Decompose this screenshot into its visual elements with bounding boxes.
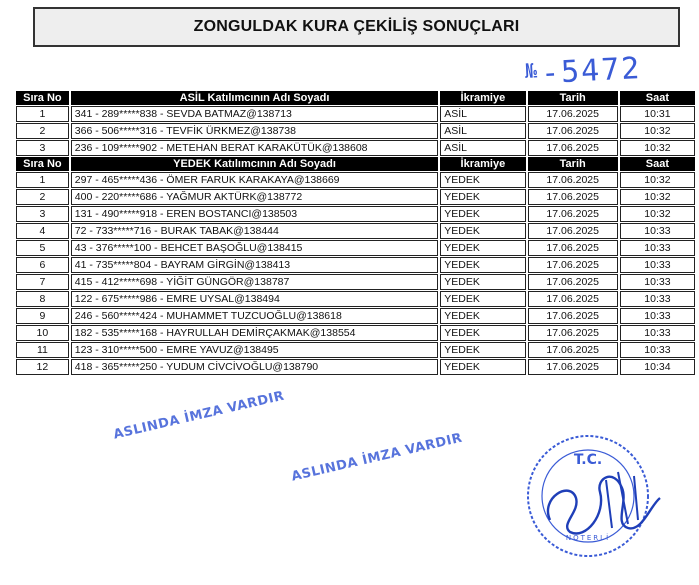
table-cell: 10:31 xyxy=(620,106,695,122)
table-cell: 10:32 xyxy=(620,206,695,222)
table-cell: 10:32 xyxy=(620,123,695,139)
table-cell: 10:33 xyxy=(620,325,695,341)
table-cell: 17.06.2025 xyxy=(528,342,618,358)
table-cell: 10:33 xyxy=(620,274,695,290)
table-cell: YEDEK xyxy=(440,342,525,358)
table-cell: 366 - 506*****316 - TEVFİK ÜRKMEZ@138738 xyxy=(71,123,438,139)
table-cell: 17.06.2025 xyxy=(528,123,618,139)
table-cell: 3 xyxy=(16,140,69,156)
document-title-box xyxy=(33,7,680,47)
table-cell: 10:33 xyxy=(620,291,695,307)
results-table xyxy=(14,90,697,376)
asil-header-cell: Saat xyxy=(620,91,695,105)
table-cell: 182 - 535*****168 - HAYRULLAH DEMİRÇAKMAK@138554 xyxy=(71,325,438,341)
table-cell: YEDEK xyxy=(440,325,525,341)
table-cell: 400 - 220*****686 - YAĞMUR AKTÜRK@138772 xyxy=(71,189,438,205)
asil-header-row xyxy=(16,91,695,105)
table-cell: YEDEK xyxy=(440,308,525,324)
table-cell: 12 xyxy=(16,359,69,375)
table-cell: 17.06.2025 xyxy=(528,106,618,122)
yedek-header-cell: İkramiye xyxy=(440,157,525,171)
signature-note-stamp-2: ASLINDA İMZA VARDIR xyxy=(290,430,464,485)
table-cell: 6 xyxy=(16,257,69,273)
yedek-header-cell: Saat xyxy=(620,157,695,171)
table-row xyxy=(16,291,695,307)
table-cell: 10:33 xyxy=(620,240,695,256)
table-cell: 8 xyxy=(16,291,69,307)
table-row xyxy=(16,123,695,139)
table-cell: ASİL xyxy=(440,106,525,122)
table-cell: 122 - 675*****986 - EMRE UYSAL@138494 xyxy=(71,291,438,307)
table-cell: 2 xyxy=(16,189,69,205)
table-cell: 17.06.2025 xyxy=(528,240,618,256)
table-cell: 17.06.2025 xyxy=(528,308,618,324)
asil-header-cell: İkramiye xyxy=(440,91,525,105)
table-row xyxy=(16,206,695,222)
table-cell: 10:33 xyxy=(620,342,695,358)
table-cell: 10:32 xyxy=(620,140,695,156)
table-cell: 17.06.2025 xyxy=(528,274,618,290)
table-cell: 9 xyxy=(16,308,69,324)
table-cell: 17.06.2025 xyxy=(528,359,618,375)
serial-number-stamp xyxy=(524,51,642,92)
table-cell: 2 xyxy=(16,123,69,139)
table-row xyxy=(16,308,695,324)
table-row xyxy=(16,223,695,239)
table-cell: YEDEK xyxy=(440,223,525,239)
table-cell: 17.06.2025 xyxy=(528,325,618,341)
table-row xyxy=(16,342,695,358)
table-cell: 246 - 560*****424 - MUHAMMET TUZCUOĞLU@138618 xyxy=(71,308,438,324)
table-cell: YEDEK xyxy=(440,359,525,375)
table-cell: YEDEK xyxy=(440,291,525,307)
table-cell: 236 - 109*****902 - METEHAN BERAT KARAKÜTÜK@138608 xyxy=(71,140,438,156)
table-cell: 418 - 365*****250 - YUDUM CİVCİVOĞLU@138790 xyxy=(71,359,438,375)
table-cell: YEDEK xyxy=(440,206,525,222)
table-row xyxy=(16,106,695,122)
table-cell: 10:33 xyxy=(620,308,695,324)
table-row xyxy=(16,325,695,341)
table-row xyxy=(16,189,695,205)
table-row xyxy=(16,172,695,188)
asil-header-cell: Tarih xyxy=(528,91,618,105)
seal-top-text: T.C. xyxy=(573,452,603,468)
table-row xyxy=(16,257,695,273)
table-cell: 10:32 xyxy=(620,189,695,205)
table-cell: 17.06.2025 xyxy=(528,140,618,156)
table-cell: 131 - 490*****918 - EREN BOSTANCI@138503 xyxy=(71,206,438,222)
table-cell: 10:34 xyxy=(620,359,695,375)
yedek-header-row xyxy=(16,157,695,171)
table-cell: 123 - 310*****500 - EMRE YAVUZ@138495 xyxy=(71,342,438,358)
table-cell: 10:32 xyxy=(620,172,695,188)
table-cell: 4 xyxy=(16,223,69,239)
table-cell: 17.06.2025 xyxy=(528,189,618,205)
table-cell: 3 xyxy=(16,206,69,222)
seal-bottom-text: NOTERLİ xyxy=(565,534,611,542)
table-cell: ASİL xyxy=(440,140,525,156)
table-cell: 1 xyxy=(16,172,69,188)
asil-header-cell: ASİL Katılımcının Adı Soyadı xyxy=(71,91,438,105)
serial-number-prefix: № xyxy=(524,58,540,84)
table-cell: 41 - 735*****804 - BAYRAM GİRGİN@138413 xyxy=(71,257,438,273)
signature-note-stamp-1: ASLINDA İMZA VARDIR xyxy=(112,388,286,443)
table-cell: YEDEK xyxy=(440,274,525,290)
document-title: ZONGULDAK KURA ÇEKİLİŞ SONUÇLARI xyxy=(193,18,520,35)
table-row xyxy=(16,240,695,256)
table-row xyxy=(16,359,695,375)
asil-header-cell: Sıra No xyxy=(16,91,69,105)
table-cell: YEDEK xyxy=(440,172,525,188)
yedek-header-cell: YEDEK Katılımcının Adı Soyadı xyxy=(71,157,438,171)
table-cell: YEDEK xyxy=(440,189,525,205)
table-cell: 297 - 465*****436 - ÖMER FARUK KARAKAYA@138669 xyxy=(71,172,438,188)
table-cell: 10:33 xyxy=(620,223,695,239)
table-cell: 341 - 289*****838 - SEVDA BATMAZ@138713 xyxy=(71,106,438,122)
table-cell: 17.06.2025 xyxy=(528,257,618,273)
table-cell: 5 xyxy=(16,240,69,256)
table-cell: 11 xyxy=(16,342,69,358)
table-cell: ASİL xyxy=(440,123,525,139)
table-cell: 7 xyxy=(16,274,69,290)
table-cell: 43 - 376*****100 - BEHCET BAŞOĞLU@138415 xyxy=(71,240,438,256)
table-row xyxy=(16,140,695,156)
notary-seal xyxy=(510,428,682,568)
table-cell: YEDEK xyxy=(440,240,525,256)
table-cell: 17.06.2025 xyxy=(528,172,618,188)
table-cell: 72 - 733*****716 - BURAK TABAK@138444 xyxy=(71,223,438,239)
table-cell: 17.06.2025 xyxy=(528,291,618,307)
table-row xyxy=(16,274,695,290)
serial-number-value: -5472 xyxy=(540,50,643,92)
signature-scribble xyxy=(548,477,660,534)
yedek-header-cell: Sıra No xyxy=(16,157,69,171)
table-cell: 1 xyxy=(16,106,69,122)
table-cell: 415 - 412*****698 - YİĞİT GÜNGÖR@138787 xyxy=(71,274,438,290)
table-cell: 10 xyxy=(16,325,69,341)
table-cell: YEDEK xyxy=(440,257,525,273)
table-cell: 10:33 xyxy=(620,257,695,273)
table-cell: 17.06.2025 xyxy=(528,223,618,239)
yedek-header-cell: Tarih xyxy=(528,157,618,171)
table-cell: 17.06.2025 xyxy=(528,206,618,222)
